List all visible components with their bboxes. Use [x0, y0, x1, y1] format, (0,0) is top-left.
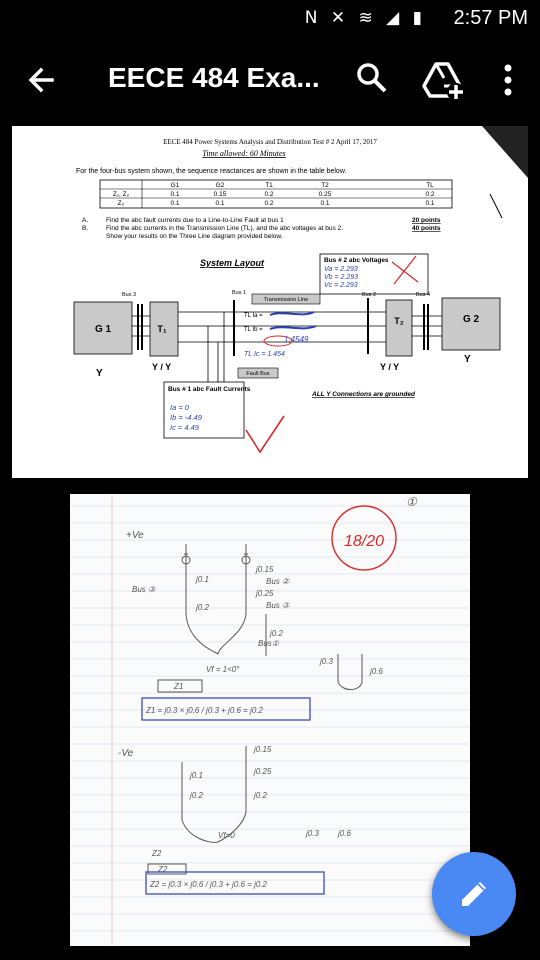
status-bar [0, 0, 540, 36]
t1-label: T₁ [157, 324, 167, 334]
grounded-note: ALL Y Connections are grounded [312, 391, 415, 398]
table-head-g1: G1 [170, 182, 180, 189]
exam-intro: For the four-bus system shown, the sequence reactances are shown in the table below. [76, 168, 347, 175]
pos-bus3b: Bus ③ [266, 601, 290, 610]
add-to-drive-button[interactable] [420, 58, 468, 102]
question-b-label: B. [82, 225, 89, 232]
neg-j025: j0.25 [254, 767, 272, 776]
exam-page [12, 126, 528, 478]
transmission-line-label: Transmission Line [263, 297, 309, 303]
table-cell: 0.2 [264, 191, 274, 198]
add-to-drive-icon [420, 58, 468, 102]
table-cell: Z₁, Z₂ [112, 191, 130, 198]
neg-vf: Vf=0 [218, 831, 235, 840]
z2-box-label: Z2 [158, 865, 168, 874]
pos-seq-label: +Ve [126, 530, 144, 541]
bus1-ia: Ia = 0 [170, 403, 189, 412]
exam-sheet [12, 126, 528, 478]
neg-j01: j0.1 [190, 771, 203, 780]
more-options-button[interactable] [488, 58, 528, 102]
g1-label: G 1 [94, 324, 112, 335]
table-cell: Z₀ [117, 200, 125, 207]
notes-page-number: ① [406, 495, 417, 509]
neg-j03: j0.3 [306, 829, 319, 838]
question-a-label: A. [82, 217, 89, 224]
question-a-points: 20 points [412, 217, 441, 224]
tl-ib-value: 1.4549 [284, 335, 309, 344]
bus2-vb: Vb = 2.293 [324, 274, 359, 281]
pos-j03: j0.3 [320, 657, 333, 666]
status-icons: N ✕ ≋ ◢ ▮ [304, 8, 426, 28]
one-line-diagram [74, 290, 500, 426]
bus1-label: Bus 1 [232, 290, 247, 296]
edit-fab-button[interactable] [432, 852, 516, 936]
neg-j02b: j0.2 [254, 791, 267, 800]
table-cell: 0.1 [170, 191, 180, 198]
pos-bus1: Bus① [258, 639, 279, 648]
g2-label: G 2 [462, 314, 480, 325]
status-time: 2:57 PM [453, 7, 528, 29]
pos-j02b: j0.2 [270, 629, 283, 638]
y-left: Y [96, 368, 103, 379]
pos-bus2: Bus ② [266, 577, 290, 586]
table-head-g2: G2 [215, 182, 225, 189]
bus2-va: Va = 2.293 [324, 266, 358, 273]
bus3-label: Bus 3 [122, 292, 137, 298]
neg-j02: j0.2 [190, 791, 203, 800]
table-head-t2: T2 [321, 182, 329, 189]
table-cell: 0.1 [425, 200, 435, 207]
yy-left: Y / Y [152, 362, 172, 372]
bus1-ib: Ib = -4.49 [170, 413, 202, 422]
document-title: EECE 484 Exa... [108, 62, 320, 93]
tl-ib: TL Ib = [244, 327, 263, 333]
grade-check-mark [246, 416, 284, 452]
bus1-fault-box [164, 382, 251, 438]
exam-header: EECE 484 Power Systems Analysis and Distribution Test # 2 April 17, 2017 [163, 138, 377, 146]
exam-time: Time allowed: 60 Minutes [202, 149, 286, 158]
neg-seq-label: -Ve [118, 748, 134, 759]
pos-j025: j0.25 [256, 589, 274, 598]
z2-label: Z2 [152, 849, 162, 858]
pos-vf: Vf = 1<0° [206, 665, 240, 674]
neg-j015: j0.15 [254, 745, 272, 754]
table-cell: 0.1 [170, 200, 180, 207]
bus4-label: Bus 4 [416, 292, 431, 298]
bus2-vc: Vc = 2.293 [324, 282, 358, 289]
question-a-text: Find the abc fault currents due to a Line-to-Line Fault at bus 1 [106, 217, 284, 224]
pos-bus3: Bus ③ [132, 585, 156, 594]
pos-j015: j0.15 [256, 565, 274, 574]
z1-box-label: Z1 [174, 682, 184, 691]
more-vert-icon [488, 58, 528, 102]
question-b-points: 40 points [412, 225, 441, 232]
tl-ia: TL Ia = [244, 313, 263, 319]
back-button[interactable] [20, 58, 64, 102]
question-b-text: Find the abc currents in the Transmission Line (TL), and the abc voltages at bus 2. [106, 225, 344, 232]
reactance-table [100, 180, 452, 208]
pos-j06: j0.6 [370, 667, 383, 676]
bus2-voltage-box [320, 254, 428, 294]
pos-j01: j0.1 [196, 575, 209, 584]
table-head-tl: TL [426, 182, 434, 189]
question-b-text-2: Show your results on the Three Line diagram provided below. [106, 233, 283, 240]
table-head-t1: T1 [265, 182, 273, 189]
t2-label: T₂ [394, 316, 404, 326]
table-cell: 0.2 [425, 191, 435, 198]
table-cell: 0.25 [318, 191, 332, 198]
bus1-box-title: Bus # 1 abc Fault Currents [168, 386, 251, 393]
search-button[interactable] [352, 58, 392, 98]
edit-pencil-icon [456, 876, 492, 912]
z1-equation: Z1 = j0.3 × j0.6 / j0.3 + j0.6 = j0.2 [146, 706, 263, 715]
tl-ic: TL Ic = 1.454 [244, 351, 285, 358]
z2-equation: Z2 = j0.3 × j0.6 / j0.3 + j0.6 = j0.2 [150, 880, 267, 889]
table-cell: 0.2 [264, 200, 274, 207]
table-cell: 0.15 [213, 191, 227, 198]
fault-bus-label: Fault Bus [246, 371, 270, 377]
table-cell: 0.1 [215, 200, 225, 207]
system-layout-title: System Layout [200, 258, 265, 268]
notes-page [70, 494, 470, 946]
search-icon [352, 58, 392, 98]
score-text: 18/20 [343, 533, 385, 550]
arrow-back-icon [20, 58, 64, 102]
neg-j06: j0.6 [338, 829, 351, 838]
bus2-box-title: Bus # 2 abc Voltages [324, 257, 389, 264]
yy-right: Y / Y [380, 362, 400, 372]
table-cell: 0.1 [320, 200, 330, 207]
handwritten-notes [70, 494, 470, 946]
app-bar [0, 36, 540, 122]
y-right: Y [464, 354, 471, 365]
bus1-ic: Ic = 4.49 [170, 423, 199, 432]
bus2-label: Bus 2 [362, 292, 377, 298]
pos-j02: j0.2 [196, 603, 209, 612]
